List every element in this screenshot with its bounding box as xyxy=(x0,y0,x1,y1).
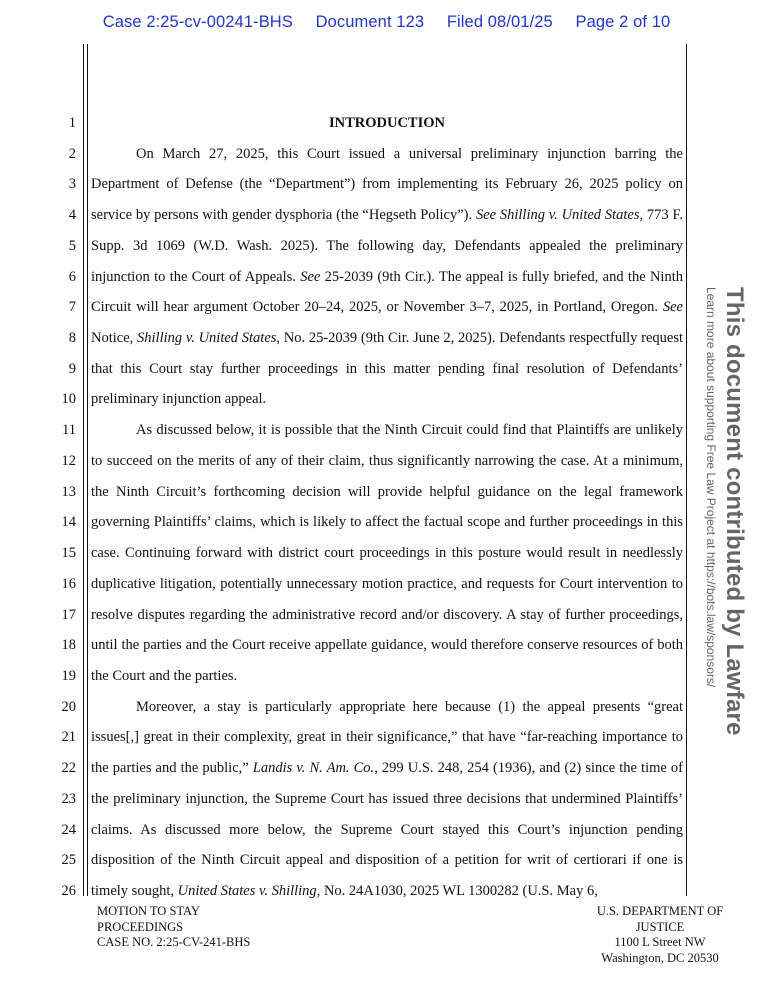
line-number: 12 xyxy=(61,452,76,469)
line-number: 13 xyxy=(61,483,76,500)
footer-caption-line: CASE NO. 2:25-CV-241-BHS xyxy=(97,935,251,949)
footer-address-line: JUSTICE xyxy=(635,919,685,934)
line-number: 19 xyxy=(61,667,76,684)
line-number: 24 xyxy=(61,821,76,838)
text-run: Moreover, a stay is particularly appropriate here because (1) the appeal presents “great issues[,] great in their complexity, great in their significance,” that have “far-reaching importance to the parties and the public,” xyxy=(91,698,683,777)
footer-address-line: Washington, DC 20530 xyxy=(601,950,719,965)
body-paragraph xyxy=(91,415,683,691)
line-number: 15 xyxy=(61,545,76,562)
right-margin-rule xyxy=(686,44,687,896)
citation-italic: Landis v. N. Am. Co. xyxy=(252,760,375,777)
line-number: 14 xyxy=(61,514,76,531)
section-heading: INTRODUCTION xyxy=(328,115,445,131)
line-number: 25 xyxy=(61,852,76,869)
document-body xyxy=(91,108,683,907)
watermark-subtitle: Learn more about supporting Free Law Project at https://bots.law/sponsors/ xyxy=(704,287,718,688)
line-number: 6 xyxy=(68,268,76,285)
line-number: 8 xyxy=(68,330,76,347)
line-number: 3 xyxy=(68,176,76,193)
line-number: 11 xyxy=(62,422,76,439)
line-number: 16 xyxy=(61,575,76,592)
line-numbers xyxy=(40,108,76,907)
citation-italic: Shilling v. United States xyxy=(137,330,277,347)
filed-date: Filed 08/01/25 xyxy=(446,13,553,31)
line-number: 21 xyxy=(61,729,76,746)
citation-italic: See Shilling v. United States xyxy=(475,207,640,224)
case-number: Case 2:25-cv-00241-BHS xyxy=(102,13,293,31)
body-paragraph xyxy=(91,139,683,415)
line-number: 20 xyxy=(61,698,76,715)
citation-italic: See xyxy=(662,299,683,316)
line-number: 23 xyxy=(61,790,76,807)
line-number: 7 xyxy=(68,299,76,316)
text-run: 25-2039 (9th Cir.). The appeal is fully briefed, and the Ninth Circuit will hear argument October 20–24, 2025, or November 3–7, 2025, in Portland, Oregon. xyxy=(91,268,683,316)
text-run: , 773 F. Supp. 3d 1069 (W.D. Wash. 2025). The following day, Defendants appealed the preliminary injunction to the Court of Appeals. xyxy=(91,207,684,285)
citation-italic: See xyxy=(300,268,321,285)
footer-caption-line: PROCEEDINGS xyxy=(97,919,184,934)
text-run: , No. 25-2039 (9th Cir. June 2, 2025). Defendants respectfully request that this Court stay further proceedings in this matter pending final resolution of Defendants’ preliminary injunction appeal. xyxy=(91,330,684,408)
line-number: 5 xyxy=(68,237,76,254)
body-paragraph xyxy=(91,692,683,907)
paragraphs xyxy=(91,139,683,907)
line-number: 9 xyxy=(68,360,76,377)
text-run: , No. 24A1030, 2025 WL 1300282 (U.S. May 6, xyxy=(316,882,598,899)
footer-caption-line: MOTION TO STAY xyxy=(97,904,200,918)
document-number: Document 123 xyxy=(315,13,425,31)
text-run: On March 27, 2025, this Court issued a universal preliminary injunction barring the Department of Defense (the “Department”) from implementing its February 26, 2025 policy on service by persons with gender dysphoria (the “Hegseth Policy”). xyxy=(91,145,683,224)
line-number: 18 xyxy=(61,637,76,654)
footer-address-line: U.S. DEPARTMENT OF xyxy=(596,904,724,918)
filing-header xyxy=(0,13,773,32)
left-margin-rule-inner xyxy=(87,44,88,896)
text-run: , 299 U.S. 248, 254 (1936), and (2) since the time of the preliminary injunction, the Supreme Court has issued three decisions that undermined Plaintiffs’ claims. As discussed more below, the Supreme Court stayed this Court’s injunction pending disposition of the Ninth Circuit appeal and disposition of a petition for writ of certiorari if one is timely sought, xyxy=(91,760,683,899)
citation-italic: United States v. Shilling xyxy=(177,882,317,899)
left-margin-rule-outer xyxy=(83,44,84,896)
lawfare-watermark xyxy=(703,287,748,736)
page-indicator: Page 2 of 10 xyxy=(575,13,671,31)
text-run: As discussed below, it is possible that the Ninth Circuit could find that Plaintiffs are unlikely to succeed on the merits of any of their claim, thus significantly narrowing the case. At a minimum, the Ninth Circuit’s forthcoming decision will provide helpful guidance on the legal framework governing Plaintiffs’ claims, which is likely to affect the factual scope and further proceedings in this case. Continuing forward with district court proceedings in this posture would result in needlessly duplicative litigation, potentially unnecessary motion practice, and requests for Court intervention to resolve disputes regarding the administrative record and/or discovery. A stay of further proceedings, until the parties and the Court receive appellate guidance, would therefore conserve resources of both the Court and the parties. xyxy=(91,422,683,684)
line-number: 10 xyxy=(61,391,76,408)
line-number: 4 xyxy=(68,207,76,224)
line-number: 26 xyxy=(61,882,76,899)
watermark-title: This document contributed by Lawfare xyxy=(721,287,748,736)
footer-caption xyxy=(97,904,250,951)
line-number: 2 xyxy=(68,145,76,162)
footer-address xyxy=(590,904,730,966)
text-run: Notice, xyxy=(91,330,138,347)
line-number: 17 xyxy=(61,606,76,623)
footer-address-line: 1100 L Street NW xyxy=(614,935,706,949)
line-number: 22 xyxy=(61,760,76,777)
line-number: 1 xyxy=(68,115,76,131)
